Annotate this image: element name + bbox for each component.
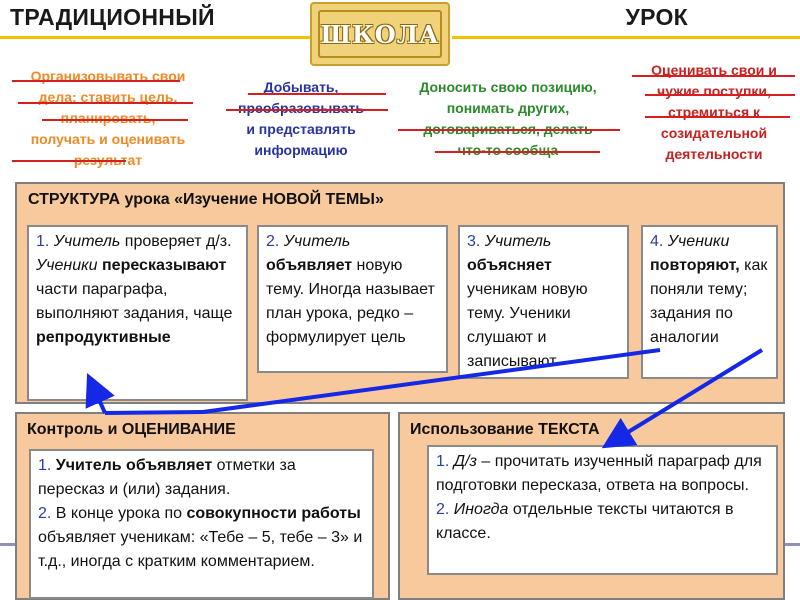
item-text: – прочитать изученный параграф для подготовки пересказа, ответа на вопросы. (436, 453, 762, 494)
item-keyword: Д/з (449, 453, 477, 470)
step-text: Учитель (484, 233, 552, 250)
header-rule-right (452, 36, 800, 39)
goal-line: дела: ставить цель, (38, 89, 178, 105)
item-number: 1. (38, 457, 52, 474)
goal-line: договариваться, делать (423, 121, 593, 137)
title-right: УРОК (625, 4, 688, 30)
goal-line: Оценивать свои и (651, 62, 777, 78)
assessment-panel (15, 412, 390, 600)
assessment-box (29, 449, 374, 599)
item-number: 2. (38, 505, 52, 522)
step-text: новую тему. Иногда называет план урока, редко – формулирует цель (266, 257, 435, 346)
goal-line: деятельности (665, 146, 763, 162)
item-text: В конце урока по (51, 505, 187, 522)
step-2-box (257, 225, 448, 373)
goal-line: получать и оценивать (30, 131, 186, 147)
goal-line: планировать, (60, 110, 156, 126)
goal-personal (628, 60, 800, 165)
step-text: части параграфа, выполняют задания, чаще (36, 281, 233, 322)
goal-line: результат (73, 152, 143, 168)
text-usage-title: Использование ТЕКСТА (410, 421, 600, 438)
assessment-item-2 (38, 502, 365, 574)
goal-line: чужие поступки, (657, 83, 771, 99)
item-text: объявляет ученикам: «Тебе – 5, тебе – 3» и т.д., иногда с кратким комментарием. (38, 529, 363, 570)
header-rule-left (0, 36, 310, 39)
step-text: Учитель (283, 233, 351, 250)
goal-line: понимать других, (446, 100, 570, 116)
step-text: проверяет д/з. (120, 233, 232, 250)
goal-line: и представлять (246, 121, 356, 137)
logo-frame (318, 10, 442, 58)
goal-cognitive (216, 77, 386, 161)
goal-line: информацию (254, 142, 348, 158)
item-keyword: Иногда (449, 501, 509, 518)
step-3-box (458, 225, 629, 379)
step-text: ученикам новую тему. Ученики слушают и записывают (467, 281, 588, 370)
item-text: отдельные тексты читаются в классе. (436, 501, 734, 542)
goal-line: что-то сообща (457, 142, 559, 158)
assessment-item-1 (38, 454, 365, 502)
step-4-box (641, 225, 778, 379)
item-keyword: Учитель объявляет (55, 457, 213, 474)
step-keyword: объясняет (467, 257, 552, 274)
step-number: 4. (650, 233, 664, 250)
goal-communicative (392, 77, 624, 161)
step-1-box (27, 225, 248, 401)
title-left: ТРАДИЦИОННЫЙ (10, 4, 215, 30)
step-keyword: репродуктивные (36, 329, 171, 346)
step-keyword: объявляет (266, 257, 353, 274)
step-text: Ученики (667, 233, 730, 250)
item-number: 1. (436, 453, 450, 470)
logo-text: ШКОЛА (320, 19, 440, 49)
step-text: Ученики (36, 257, 98, 274)
step-number: 1. (36, 233, 50, 250)
step-keyword: повторяют, (650, 257, 740, 274)
step-number: 2. (266, 233, 280, 250)
goal-line: преобразовывать (238, 100, 364, 116)
bottom-rule-left (0, 543, 15, 546)
lesson-structure-panel (15, 182, 785, 404)
item-number: 2. (436, 501, 450, 518)
item-keyword: совокупности работы (186, 505, 361, 522)
text-usage-item-2 (436, 498, 769, 546)
goal-line: Добывать, (263, 79, 339, 95)
text-usage-item-1 (436, 450, 769, 498)
step-number: 3. (467, 233, 481, 250)
goal-line: стремиться к (667, 104, 761, 120)
assessment-title: Контроль и ОЦЕНИВАНИЕ (27, 421, 236, 438)
step-text: Учитель (53, 233, 121, 250)
goal-line: созидательной (660, 125, 768, 141)
goal-line: Организовывать свои (30, 68, 186, 84)
step-keyword: пересказывают (102, 257, 227, 274)
text-usage-panel (398, 412, 785, 600)
school-logo (310, 2, 450, 66)
goal-line: Доносить свою позицию, (419, 79, 597, 95)
bottom-rule-right (785, 543, 800, 546)
goal-regulatory (4, 66, 212, 171)
structure-title: СТРУКТУРА урока «Изучение НОВОЙ ТЕМЫ» (28, 191, 384, 208)
step-text: как поняли тему; задания по аналогии (650, 257, 768, 346)
item-text: отметки за пересказ и (или) задания. (38, 457, 296, 498)
text-usage-box (427, 445, 778, 575)
